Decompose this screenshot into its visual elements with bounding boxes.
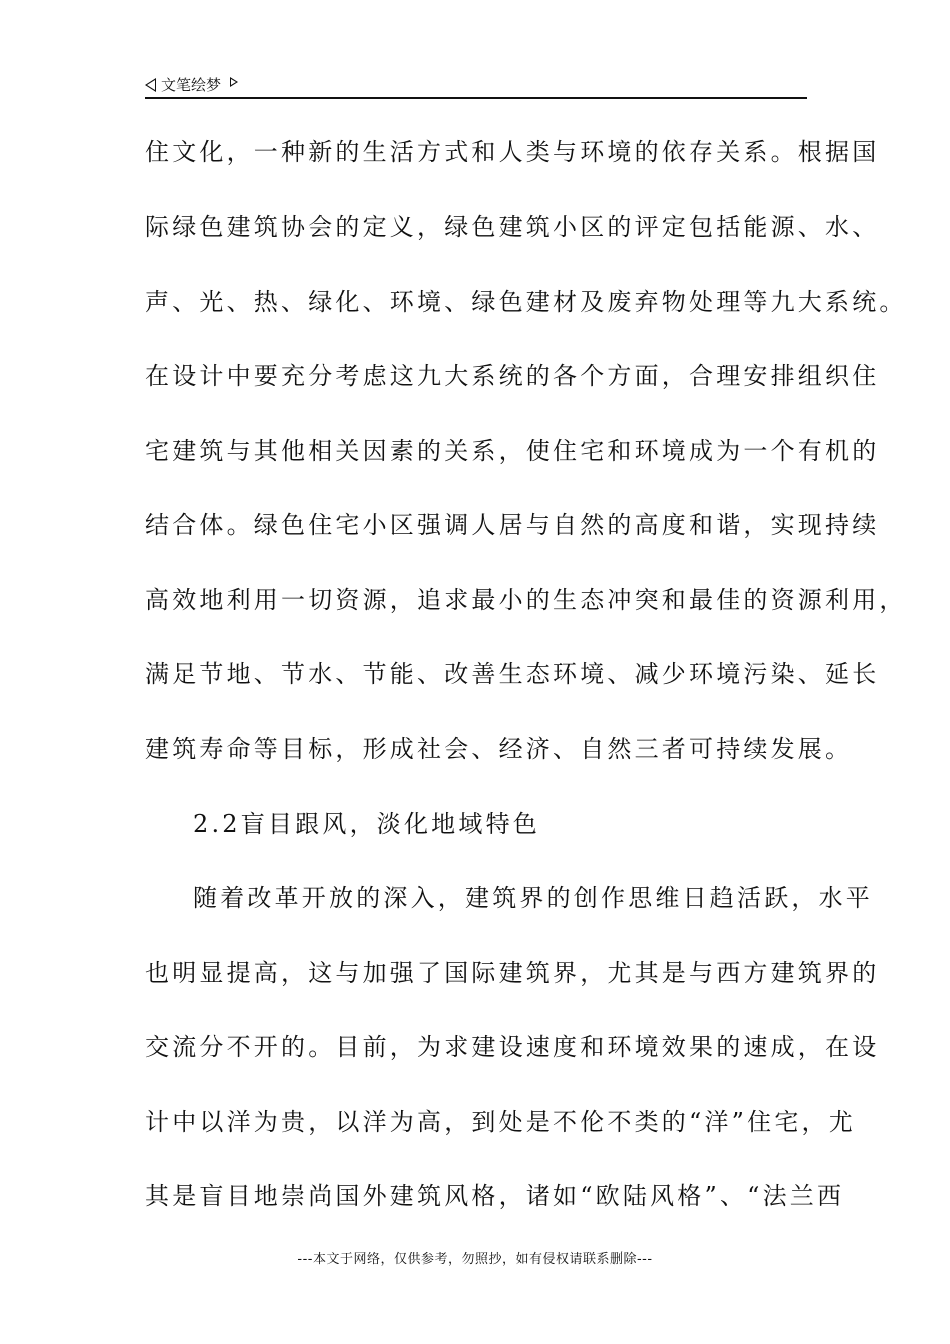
- body-line: 结合体。绿色住宅小区强调人居与自然的高度和谐，实现持续: [145, 511, 880, 539]
- right-triangle-icon: [230, 77, 238, 87]
- body-line: 际绿色建筑协会的定义，绿色建筑小区的评定包括能源、水、: [145, 213, 880, 241]
- brand-text: 文笔绘梦: [161, 76, 222, 94]
- body-line: 随着改革开放的深入，建筑界的创作思维日趋活跃，水平: [193, 884, 873, 912]
- body-line: 住文化，一种新的生活方式和人类与环境的依存关系。根据国: [145, 138, 880, 166]
- brand-logo: [145, 74, 238, 95]
- section-heading: 2.2盲目跟风，淡化地域特色: [193, 810, 540, 838]
- page-header: [145, 72, 807, 98]
- left-triangle-icon: [145, 78, 156, 92]
- body-line: 也明显提高，这与加强了国际建筑界，尤其是与西方建筑界的: [145, 959, 880, 987]
- body-line: 交流分不开的。目前，为求建设速度和环境效果的速成，在设: [145, 1033, 880, 1061]
- body-line: 高效地利用一切资源，追求最小的生态冲突和最佳的资源利用，: [145, 586, 907, 614]
- body-line: 在设计中要充分考虑这九大系统的各个方面，合理安排组织住: [145, 362, 880, 390]
- header-divider: [145, 97, 807, 99]
- footer-disclaimer: ---本文于网络，仅供参考，勿照抄，如有侵权请联系删除---: [297, 1252, 653, 1267]
- body-line: 宅建筑与其他相关因素的关系，使住宅和环境成为一个有机的: [145, 437, 880, 465]
- body-line: 计中以洋为贵，以洋为高，到处是不伦不类的“洋”住宅，尤: [145, 1108, 856, 1136]
- body-line: 满足节地、节水、节能、改善生态环境、减少环境污染、延长: [145, 660, 880, 688]
- body-line: 其是盲目地崇尚国外建筑风格，诸如“欧陆风格”、“法兰西: [145, 1182, 845, 1210]
- body-line: 声、光、热、绿化、环境、绿色建材及废弃物处理等九大系统。: [145, 288, 907, 316]
- body-line: 建筑寿命等目标，形成社会、经济、自然三者可持续发展。: [145, 735, 853, 763]
